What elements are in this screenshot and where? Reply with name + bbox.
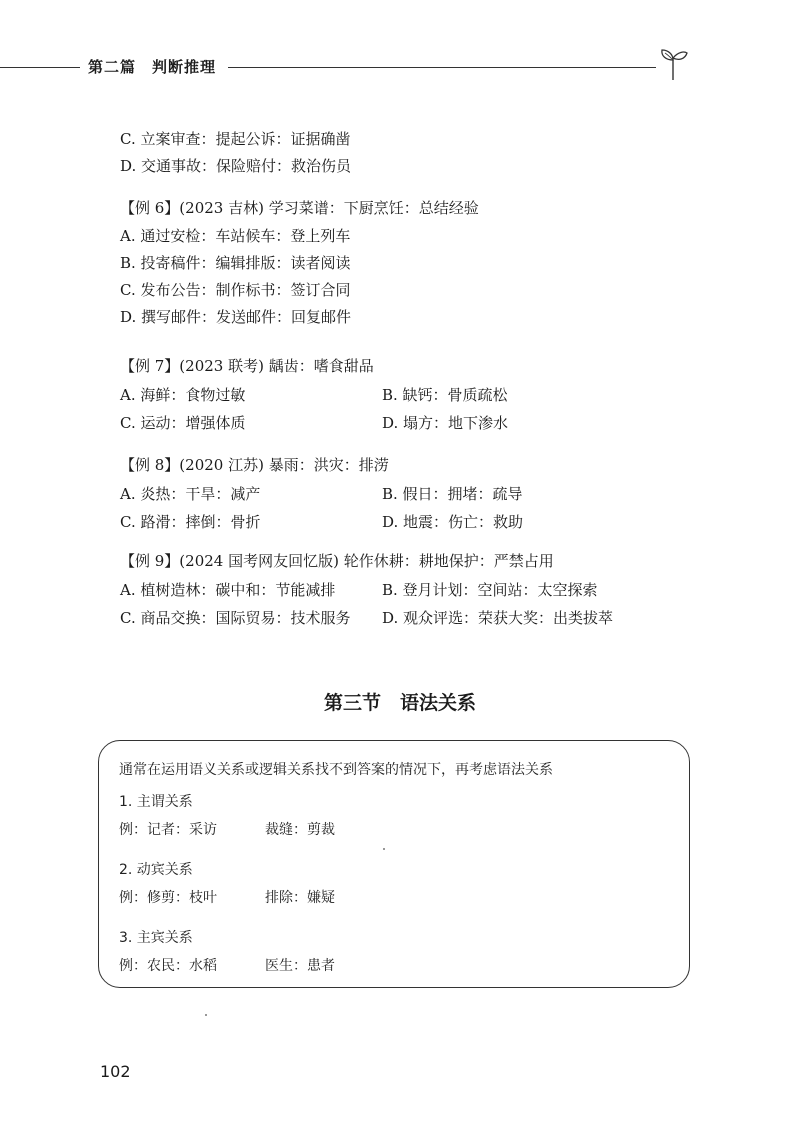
example-a: 例：记者：采访 (119, 822, 217, 838)
question-stem: 【例 8】(2020 江苏) 暴雨：洪灾：排涝 (120, 456, 389, 474)
speck (205, 1014, 207, 1016)
example-9 (120, 546, 613, 632)
option-row (120, 381, 508, 409)
previous-question-options (120, 126, 351, 180)
option-c: C. 路滑：摔倒：骨折 (120, 513, 261, 531)
question-stem: 【例 9】(2024 国考网友回忆版) 轮作休耕：耕地保护：严禁占用 (120, 552, 554, 570)
page-header (0, 48, 800, 84)
group-heading: 1. 主谓关系 (119, 794, 193, 810)
example-b: 裁缝：剪裁 (265, 822, 335, 838)
option-a: A. 炎热：干旱：减产 (120, 485, 261, 503)
section-title: 第三节 语法关系 (323, 692, 476, 714)
option-row (120, 576, 613, 604)
option-row (120, 604, 613, 632)
example-a: 例：农民：水稻 (119, 958, 217, 974)
option-c: C. 发布公告：制作标书：签订合同 (120, 281, 351, 299)
option-row (120, 480, 523, 508)
example-b: 排除：嫌疑 (265, 890, 335, 906)
example-line (119, 955, 419, 975)
group-heading: 3. 主宾关系 (119, 930, 193, 946)
example-line (119, 819, 419, 839)
chapter-title: 第二篇 判断推理 (88, 58, 217, 76)
example-6 (120, 193, 479, 331)
option-c: C. 立案审查：提起公诉：证据确凿 (120, 130, 351, 148)
header-rule-right (228, 67, 656, 68)
example-7 (120, 351, 508, 437)
speck (383, 848, 385, 850)
header-rule-left (0, 67, 80, 68)
box-intro: 通常在运用语义关系或逻辑关系找不到答案的情况下，再考虑语法关系 (119, 762, 553, 778)
page-number: 102 (100, 1062, 131, 1081)
option-c: C. 商品交换：国际贸易：技术服务 (120, 609, 351, 627)
option-b: B. 假日：拥堵：疏导 (382, 485, 523, 503)
example-8 (120, 450, 523, 536)
option-b: B. 登月计划：空间站：太空探索 (382, 581, 598, 599)
question-stem: 【例 6】(2023 吉林) 学习菜谱：下厨烹饪：总结经验 (120, 199, 479, 217)
option-a: A. 通过安检：车站候车：登上列车 (120, 227, 351, 245)
option-d: D. 塌方：地下渗水 (382, 414, 509, 432)
example-line (119, 887, 419, 907)
grammar-relation-box (98, 740, 690, 988)
example-b: 医生：患者 (265, 958, 335, 974)
option-c: C. 运动：增强体质 (120, 414, 246, 432)
option-d: D. 观众评选：荣获大奖：出类拔萃 (382, 609, 614, 627)
option-d: D. 交通事故：保险赔付：救治伤员 (120, 157, 352, 175)
option-a: A. 海鲜：食物过敏 (120, 386, 246, 404)
group-heading: 2. 动宾关系 (119, 862, 193, 878)
option-row (120, 409, 508, 437)
option-a: A. 植树造林：碳中和：节能减排 (120, 581, 336, 599)
option-d: D. 地震：伤亡：救助 (382, 513, 524, 531)
option-row (120, 508, 523, 536)
example-a: 例：修剪：枝叶 (119, 890, 217, 906)
question-stem: 【例 7】(2023 联考) 龋齿：嗜食甜品 (120, 357, 374, 375)
sprout-icon (656, 42, 690, 82)
option-b: B. 缺钙：骨质疏松 (382, 386, 508, 404)
option-b: B. 投寄稿件：编辑排版：读者阅读 (120, 254, 351, 272)
option-d: D. 撰写邮件：发送邮件：回复邮件 (120, 308, 352, 326)
